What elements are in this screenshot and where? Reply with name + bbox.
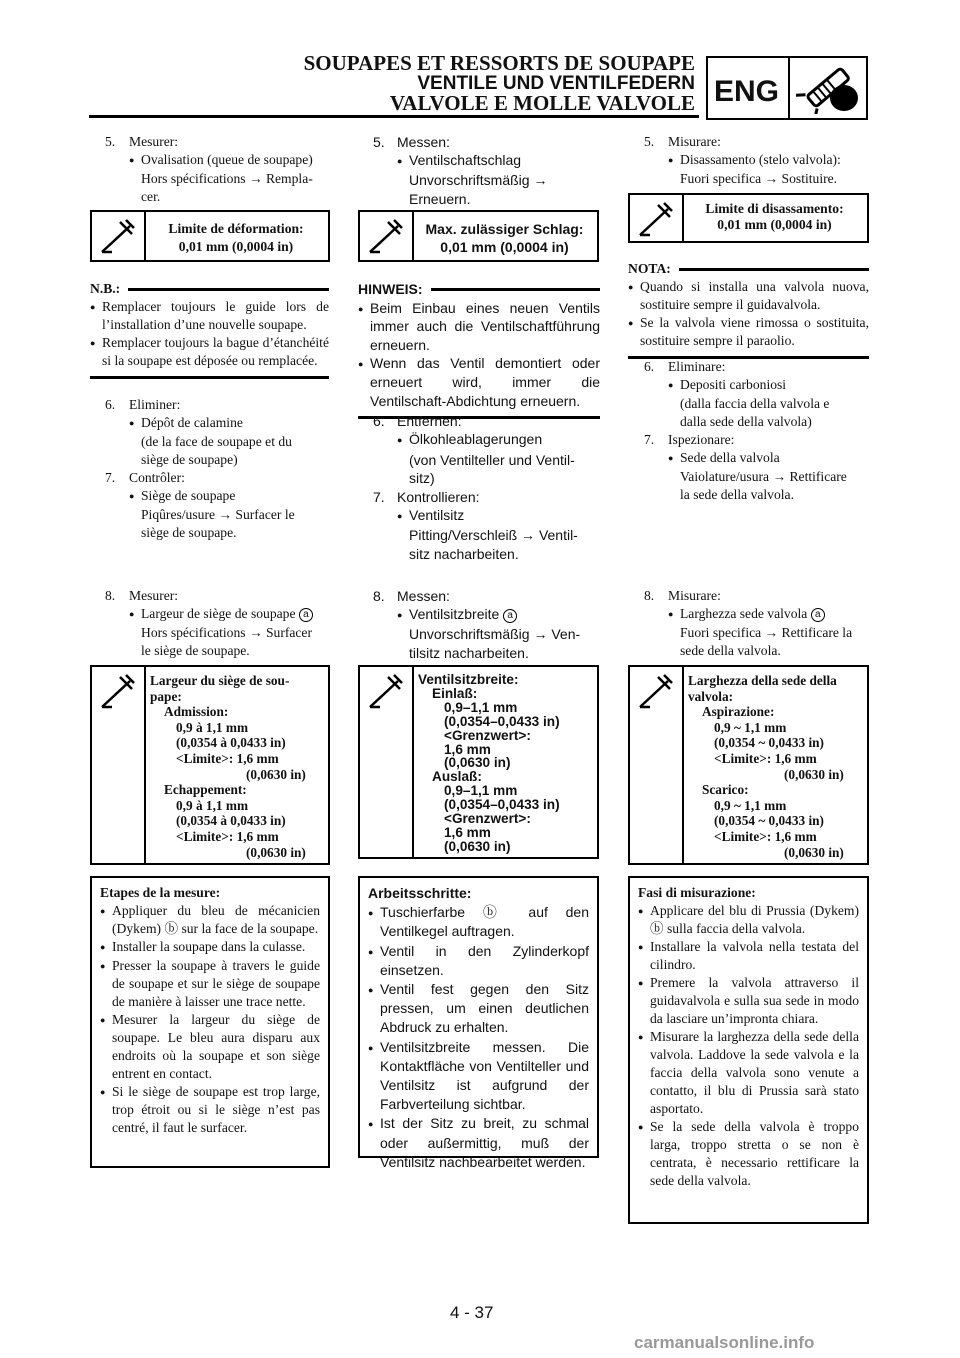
- fr-spec2-l9: 0,9 à 1,1 mm: [176, 797, 249, 813]
- it-s8-title: Misurare:: [668, 588, 721, 603]
- it-spec2-l8: Scarico:: [702, 782, 749, 798]
- de-spec2-l1: Ventilsitzbreite:: [418, 672, 519, 687]
- fr-s8-title: Mesurer:: [129, 588, 179, 603]
- bullet-icon: [90, 334, 102, 370]
- watermark: carmanualsonline.info: [634, 1333, 815, 1352]
- bullet-icon: [397, 605, 409, 625]
- eng-badge-label: ENG: [714, 75, 780, 108]
- de-note: [358, 280, 600, 419]
- measure-icon: [366, 673, 404, 711]
- fr-nb-2: Remplacer toujours la bague d’étanchéité si la soupape est déposée ou remplacée.: [102, 335, 329, 368]
- wrench-icon: [796, 62, 862, 114]
- fr-spec2-l1: Largeur du siège de sou-: [150, 673, 290, 688]
- it-s8-b1-l3: sede della valvola.: [680, 643, 781, 658]
- it-s7-b1-l3: la sede della valvola.: [680, 487, 794, 502]
- fr-nb-head: N.B.:: [90, 281, 121, 296]
- fr-spec2-l3: Admission:: [164, 704, 229, 720]
- marker-a: a: [299, 608, 313, 622]
- it-steps-5: Se la sede della valvola è troppo larga, troppo stretta o se non è centrata, è necessario rettificare la sede della valvola.: [650, 1119, 859, 1188]
- it-s5-b1-l2: Fuori specifica → Sostituire.: [680, 171, 838, 186]
- it-s8-b1-l2: Fuori specifica → Rettificare la: [680, 625, 853, 640]
- de-s5-b1-l3: Erneuern.: [409, 190, 471, 207]
- bullet-icon: [129, 605, 141, 624]
- de-nb-2: Wenn das Ventil demontiert oder erneuert wird, immer die Ventilschaft-Abdichtung erneuern.: [370, 355, 600, 409]
- bullet-icon: [100, 938, 112, 957]
- bullet-icon: [628, 278, 640, 314]
- fr-spec2-l4: 0,9 à 1,1 mm: [176, 719, 249, 735]
- it-nb-1: Quando si installa una valvola nuova, sostituire sempre il guidavalvola.: [640, 279, 869, 312]
- de-steps-4: Ventilsitzbreite messen. Die Kontaktfläche von Ventilteller und Ventilsitz ist aufgrund der Farbverteilung sichtbar.: [380, 1038, 589, 1113]
- bullet-icon: [368, 903, 380, 941]
- fr-spec2-l10: (0,0354 à 0,0433 in): [176, 813, 286, 829]
- de-step5: [373, 133, 601, 208]
- de-spec2-l10: (0,0354–0,0433 in): [444, 797, 560, 813]
- fr-s7-b1: Siège de soupape: [141, 488, 236, 503]
- bullet-icon: [100, 1011, 112, 1083]
- fr-s8-b1: Largeur de siège de soupape: [141, 606, 296, 621]
- fr-spec-deformation: [90, 210, 330, 262]
- de-step6-7: [373, 412, 601, 563]
- de-spec1-l2: 0,01 mm (0,0004 in): [440, 239, 569, 255]
- it-nb-head: NOTA:: [628, 261, 671, 276]
- it-step8: [644, 587, 870, 660]
- fr-step8: [105, 587, 329, 660]
- de-spec-seat-width: [358, 665, 599, 859]
- it-spec2-l3: Aspirazione:: [702, 704, 775, 720]
- de-s7-b1-l3: sitz nacharbeiten.: [409, 545, 519, 562]
- de-s6-b1-l2: (von Ventilteller und Ventil-: [409, 451, 575, 468]
- it-s8-num: 8.: [644, 588, 655, 603]
- fr-s6-b1-l3: siège de soupape): [141, 452, 238, 467]
- it-spec2-l12: (0,0630 in): [784, 844, 844, 860]
- it-s8-b1: Larghezza sede valvola: [680, 606, 808, 621]
- it-measuring-steps: [628, 876, 869, 1224]
- marker-a: a: [811, 608, 825, 622]
- fr-s7-b1-l2: Piqûres/usure → Surfacer le: [141, 507, 295, 522]
- title-italian: VALVOLE E MOLLE VALVOLE: [389, 91, 695, 115]
- bullet-icon: [668, 376, 680, 395]
- fr-measuring-steps: [90, 876, 330, 1168]
- bullet-icon: [628, 314, 640, 350]
- de-spec2-l2: Einlaß:: [432, 685, 478, 701]
- de-spec1-l1: Max. zulässiger Schlag:: [425, 221, 584, 237]
- de-steps-head: Arbeitsschritte:: [368, 885, 472, 901]
- bullet-icon: [638, 902, 650, 938]
- de-s7-num: 7.: [373, 488, 385, 505]
- fr-spec2-l7: (0,0630 in): [246, 766, 306, 782]
- bullet-icon: [368, 1114, 380, 1172]
- fr-step5: [105, 133, 329, 206]
- fr-s5-b1-l2: Hors spécifications → Rempla-: [141, 171, 313, 186]
- de-s5-b1: Ventilschaftschlag: [409, 152, 522, 169]
- it-spec2-l1: Larghezza della sede della: [688, 673, 837, 688]
- de-spec2-l9: 0,9–1,1 mm: [444, 783, 518, 799]
- fr-s6-b1: Dépôt de calamine: [141, 415, 243, 430]
- it-s7-title: Ispezionare:: [668, 432, 735, 447]
- it-spec-runout: [628, 193, 869, 243]
- it-steps-head: Fasi di misurazione:: [638, 885, 756, 900]
- it-s6-b1: Depositi carboniosi: [680, 377, 787, 392]
- it-s6-title: Eliminare:: [668, 359, 726, 374]
- de-s7-b1: Ventilsitz: [409, 507, 465, 524]
- it-s6-num: 6.: [644, 359, 655, 374]
- eng-badge-divider: [788, 56, 790, 120]
- de-s6-title: Entfernen:: [397, 413, 462, 429]
- de-spec2-l3: 0,9–1,1 mm: [444, 699, 518, 715]
- it-spec2-l9: 0,9 ~ 1,1 mm: [714, 797, 787, 813]
- measure-icon: [636, 201, 674, 239]
- de-s8-b1: Ventilsitzbreite: [409, 606, 500, 623]
- bullet-icon: [638, 1028, 650, 1118]
- fr-steps-head: Etapes de la mesure:: [100, 885, 221, 900]
- de-steps-5: Ist der Sitz zu breit, zu schmal oder außermittig, muß der Ventilsitz nachbearbeitet werden.: [380, 1115, 589, 1170]
- de-s8-title: Messen:: [397, 588, 450, 604]
- it-spec1-l2: 0,01 mm (0,0004 in): [717, 217, 832, 232]
- de-s6-b1: Ölkohleablagerungen: [409, 431, 543, 448]
- it-step5: [644, 133, 870, 188]
- it-note: [628, 260, 869, 359]
- title-french: SOUPAPES ET RESSORTS DE SOUPAPE: [303, 51, 695, 75]
- bullet-icon: [358, 354, 370, 410]
- measure-icon: [98, 218, 136, 256]
- fr-s7-title: Contrôler:: [129, 470, 185, 485]
- de-s8-b1-l2: Unvorschriftsmäßig → Ven-: [409, 626, 581, 643]
- it-spec2-l11: <Limite>: 1,6 mm: [714, 828, 817, 844]
- it-steps-2: Installare la valvola nella testata del cilindro.: [650, 939, 859, 972]
- bullet-icon: [90, 298, 102, 334]
- it-spec2-l2: valvola:: [688, 688, 734, 704]
- fr-s5-num: 5.: [105, 134, 116, 149]
- bullet-icon: [129, 414, 141, 433]
- de-spec2-l13: (0,0630 in): [444, 838, 511, 854]
- it-spec1-l1: Limite di disassamento:: [705, 201, 844, 216]
- measure-icon: [98, 673, 136, 711]
- fr-spec2-l11: <Limite>: 1,6 mm: [176, 828, 279, 844]
- fr-spec2-l5: (0,0354 à 0,0433 in): [176, 735, 286, 751]
- bullet-icon: [100, 957, 112, 1011]
- de-spec2-l12: 1,6 mm: [444, 824, 491, 840]
- bullet-icon: [358, 299, 370, 355]
- de-spec-runout: [358, 210, 599, 262]
- fr-steps-3: Presser la soupape à travers le guide de soupape et sur le siège de soupape de manière à laisser une trace nette.: [112, 958, 320, 1009]
- fr-s5-title: Mesurer:: [129, 134, 179, 149]
- fr-spec1-l2: 0,01 mm (0,0004 in): [178, 239, 294, 254]
- de-s7-title: Kontrollieren:: [397, 488, 480, 505]
- de-s7-b1-l2: Pitting/Verschleiß → Ventil-: [409, 527, 578, 544]
- fr-s6-num: 6.: [105, 397, 116, 412]
- bullet-icon: [368, 942, 380, 980]
- title-german: VENTILE UND VENTILFEDERN: [417, 73, 695, 94]
- de-spec2-l5: <Grenzwert>:: [444, 727, 531, 743]
- it-steps-1: Applicare del blu di Prussia (Dykem) ⓑ sulla faccia della valvola.: [650, 903, 859, 936]
- bullet-icon: [668, 605, 680, 624]
- fr-s5-b1-l3: cer.: [141, 189, 161, 204]
- bullet-icon: [100, 1083, 112, 1137]
- it-spec2-l7: (0,0630 in): [784, 766, 844, 782]
- de-steps-2: Ventil in den Zylinderkopf einsetzen.: [380, 942, 589, 978]
- fr-spec1-l1: Limite de déformation:: [168, 221, 304, 236]
- de-spec2-l4: (0,0354–0,0433 in): [444, 713, 560, 729]
- it-s7-b1: Sede della valvola: [680, 450, 780, 465]
- it-steps-4: Misurare la larghezza della sede della valvola. Laddove la sede valvola e la faccia della valvola sono venute a contatto, il blu di Prussia sarà stato asportato.: [650, 1029, 859, 1116]
- it-spec2-l6: <Limite>: 1,6 mm: [714, 750, 817, 766]
- page-number: 4 - 37: [450, 1303, 494, 1322]
- de-s5-num: 5.: [373, 134, 385, 150]
- bullet-icon: [129, 487, 141, 506]
- bullet-icon: [638, 938, 650, 974]
- fr-steps-5: Si le siège de soupape est trop large, trop étroit ou si le siège n’est pas centré, il faut le surfacer.: [112, 1084, 320, 1135]
- de-spec2-l11: <Grenzwert>:: [444, 811, 531, 827]
- fr-note: [90, 280, 329, 379]
- de-s8-b1-l3: tilsitz nacharbeiten.: [409, 644, 529, 661]
- bullet-icon: [397, 430, 409, 450]
- it-s6-b1-l3: dalla sede della valvola): [680, 414, 812, 429]
- fr-nb-1: Remplacer toujours le guide lors de l’installation d’une nouvelle soupape.: [102, 299, 329, 332]
- it-spec2-l10: (0,0354 ~ 0,0433 in): [714, 813, 824, 829]
- it-s7-num: 7.: [644, 432, 655, 447]
- de-steps-3: Ventil fest gegen den Sitz pressen, um einen deutlichen Abdruck zu erhalten.: [380, 981, 589, 1036]
- fr-spec-seat-width: [90, 665, 330, 865]
- bullet-icon: [368, 1038, 380, 1115]
- fr-steps-2: Installer la soupape dans la culasse.: [112, 939, 306, 954]
- fr-steps-4: Mesurer la largeur du siège de soupape. Le bleu aura disparu aux endroits où la soupape et son siège entrent en contact.: [112, 1012, 320, 1081]
- fr-s6-b1-l2: (de la face de soupape et du: [141, 434, 292, 449]
- it-s5-num: 5.: [644, 134, 655, 149]
- bullet-icon: [368, 980, 380, 1038]
- it-step6-7: [644, 358, 870, 504]
- de-s5-b1-l2: Unvorschriftsmäßig →: [409, 172, 548, 189]
- de-measuring-steps: [358, 876, 599, 1170]
- bullet-icon: [638, 1118, 650, 1190]
- de-s6-b1-l3: sitz): [409, 470, 435, 487]
- de-steps-1: Tuschierfarbe ⓑ auf den Ventilkegel auftragen.: [380, 904, 589, 940]
- fr-s8-b1-l3: le siège de soupape.: [141, 643, 250, 658]
- de-s8-num: 8.: [373, 588, 385, 604]
- de-spec2-l6: 1,6 mm: [444, 741, 491, 757]
- fr-spec2-l2: pape:: [150, 688, 182, 704]
- it-steps-3: Premere la valvola attraverso il guidavalvola e sulla sua sede in modo da lasciare un’impronta chiara.: [650, 975, 859, 1026]
- fr-s6-title: Eliminer:: [129, 397, 181, 412]
- de-step8: [373, 587, 601, 662]
- it-s5-b1: Disassamento (stelo valvola):: [680, 152, 841, 167]
- fr-spec2-l8: Echappement:: [164, 782, 247, 798]
- fr-spec2-l12: (0,0630 in): [246, 844, 306, 860]
- bullet-icon: [100, 902, 112, 938]
- it-s7-b1-l2: Vaiolature/usura → Rettificare: [680, 469, 847, 484]
- de-spec2-l8: Auslaß:: [432, 769, 482, 785]
- bullet-icon: [397, 506, 409, 526]
- de-nb-head: HINWEIS:: [358, 281, 423, 297]
- it-spec-seat-width: [628, 665, 869, 865]
- de-s5-title: Messen:: [397, 134, 450, 150]
- it-spec2-l5: (0,0354 ~ 0,0433 in): [714, 735, 824, 751]
- bullet-icon: [668, 449, 680, 468]
- fr-steps-1: Appliquer du bleu de mécanicien (Dykem) ⓑ sur la face de la soupape.: [112, 903, 320, 936]
- bullet-icon: [638, 974, 650, 1028]
- it-nb-2: Se la valvola viene rimossa o sostituita, sostituire sempre il paraolio.: [640, 315, 869, 348]
- it-spec2-l4: 0,9 ~ 1,1 mm: [714, 719, 787, 735]
- fr-step6-7: [105, 396, 329, 542]
- de-s6-num: 6.: [373, 413, 385, 429]
- measure-icon: [366, 218, 404, 256]
- fr-s7-b1-l3: siège de soupape.: [141, 525, 237, 540]
- fr-s5-b1: Ovalisation (queue de soupape): [141, 152, 313, 167]
- header-rule: [89, 115, 699, 118]
- fr-s8-b1-l2: Hors spécifications → Surfacer: [141, 625, 312, 640]
- de-nb-1: Beim Einbau eines neuen Ventils immer auch die Ventilschaftführung erneuern.: [370, 299, 600, 353]
- it-s6-b1-l2: (dalla faccia della valvola e: [680, 396, 830, 411]
- bullet-icon: [668, 151, 680, 170]
- fr-s8-num: 8.: [105, 588, 116, 603]
- fr-spec2-l6: <Limite>: 1,6 mm: [176, 750, 279, 766]
- measure-icon: [636, 673, 674, 711]
- bullet-icon: [129, 151, 141, 170]
- marker-a: a: [503, 609, 517, 623]
- de-spec2-l7: (0,0630 in): [444, 755, 511, 771]
- bullet-icon: [397, 151, 409, 171]
- it-s5-title: Misurare:: [668, 134, 721, 149]
- fr-s7-num: 7.: [105, 470, 116, 485]
